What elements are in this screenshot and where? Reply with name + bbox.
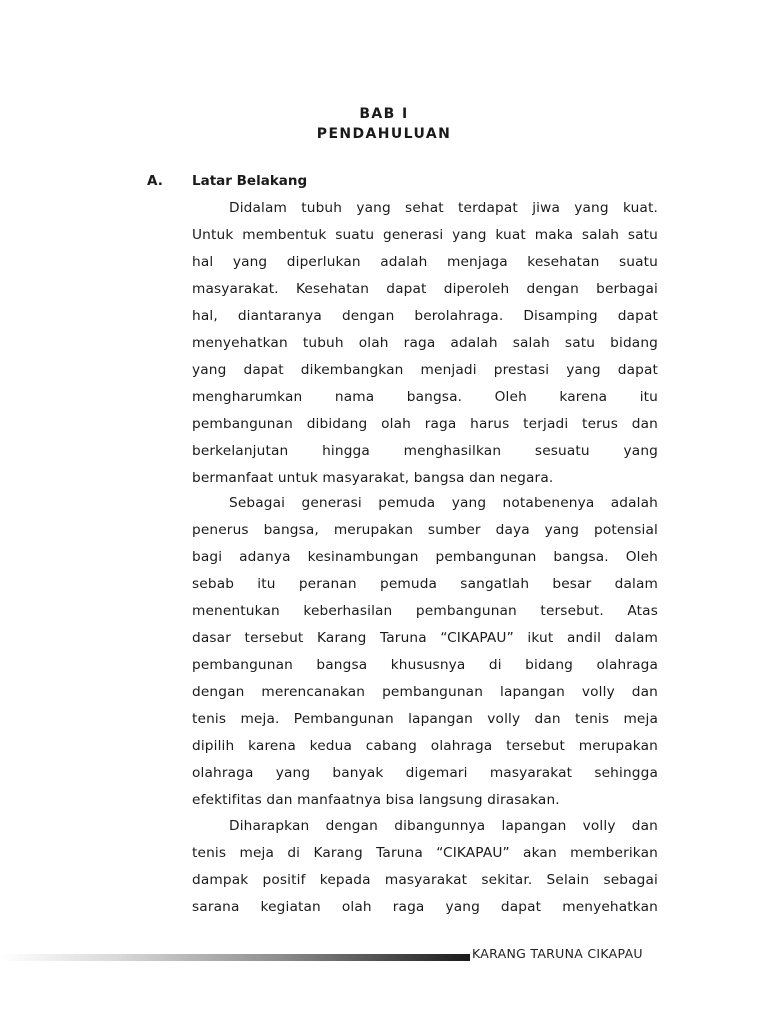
paragraph-line: berkelanjutan hingga menghasilkan sesuatu yang: [192, 443, 658, 459]
paragraph-line: yang dapat dikembangkan menjadi prestasi yang dapat: [192, 362, 658, 378]
paragraph-line: Diharapkan dengan dibangunnya lapangan volly dan: [229, 818, 658, 834]
paragraph-line: pembangunan dibidang olah raga harus terjadi terus dan: [192, 416, 658, 432]
paragraph-line: Untuk membentuk suatu generasi yang kuat maka salah satu: [192, 227, 658, 243]
chapter-title: PENDAHULUAN: [316, 126, 452, 142]
paragraph-line: menyehatkan tubuh olah raga adalah salah satu bidang: [192, 335, 658, 351]
paragraph-line: tenis meja. Pembangunan lapangan volly dan tenis meja: [192, 711, 658, 727]
paragraph-line: masyarakat. Kesehatan dapat diperoleh dengan berbagai: [192, 281, 658, 297]
paragraph-line: hal yang diperlukan adalah menjaga kesehatan suatu: [192, 254, 658, 270]
paragraph-line: efektifitas dan manfaatnya bisa langsung dirasakan.: [192, 792, 560, 808]
paragraph-3: [192, 813, 658, 921]
paragraph-line: Didalam tubuh yang sehat terdapat jiwa yang kuat.: [229, 200, 658, 216]
section-number: A.: [147, 173, 163, 189]
paragraph-line: dasar tersebut Karang Taruna “CIKAPAU” ikut andil dalam: [192, 630, 658, 646]
footer-gradient-bar: [0, 954, 470, 961]
paragraph-line: bermanfaat untuk masyarakat, bangsa dan negara.: [192, 470, 554, 486]
paragraph-line: bagi adanya kesinambungan pembangunan bangsa. Oleh: [192, 549, 658, 565]
paragraph-line: pembangunan bangsa khususnya di bidang olahraga: [192, 657, 658, 673]
paragraph-line: penerus bangsa, merupakan sumber daya yang potensial: [192, 522, 658, 538]
paragraph-2: [192, 490, 658, 814]
section-title: Latar Belakang: [192, 173, 308, 189]
paragraph-line: dipilih karena kedua cabang olahraga tersebut merupakan: [192, 738, 658, 754]
paragraph-line: Sebagai generasi pemuda yang notabenenya adalah: [229, 495, 658, 511]
paragraph-line: sarana kegiatan olah raga yang dapat menyehatkan: [192, 899, 658, 915]
paragraph-line: olahraga yang banyak digemari masyarakat sehingga: [192, 765, 658, 781]
paragraph-1: [192, 195, 658, 492]
paragraph-line: mengharumkan nama bangsa. Oleh karena itu: [192, 389, 658, 405]
paragraph-line: tenis meja di Karang Taruna “CIKAPAU” akan memberikan: [192, 845, 658, 861]
paragraph-line: dengan merencanakan pembangunan lapangan volly dan: [192, 684, 658, 700]
paragraph-line: sebab itu peranan pemuda sangatlah besar dalam: [192, 576, 658, 592]
chapter-heading: BAB I: [359, 106, 409, 122]
paragraph-line: hal, diantaranya dengan berolahraga. Disamping dapat: [192, 308, 658, 324]
paragraph-line: dampak positif kepada masyarakat sekitar. Selain sebagai: [192, 872, 658, 888]
footer-text: KARANG TARUNA CIKAPAU: [472, 946, 643, 961]
paragraph-line: menentukan keberhasilan pembangunan tersebut. Atas: [192, 603, 658, 619]
